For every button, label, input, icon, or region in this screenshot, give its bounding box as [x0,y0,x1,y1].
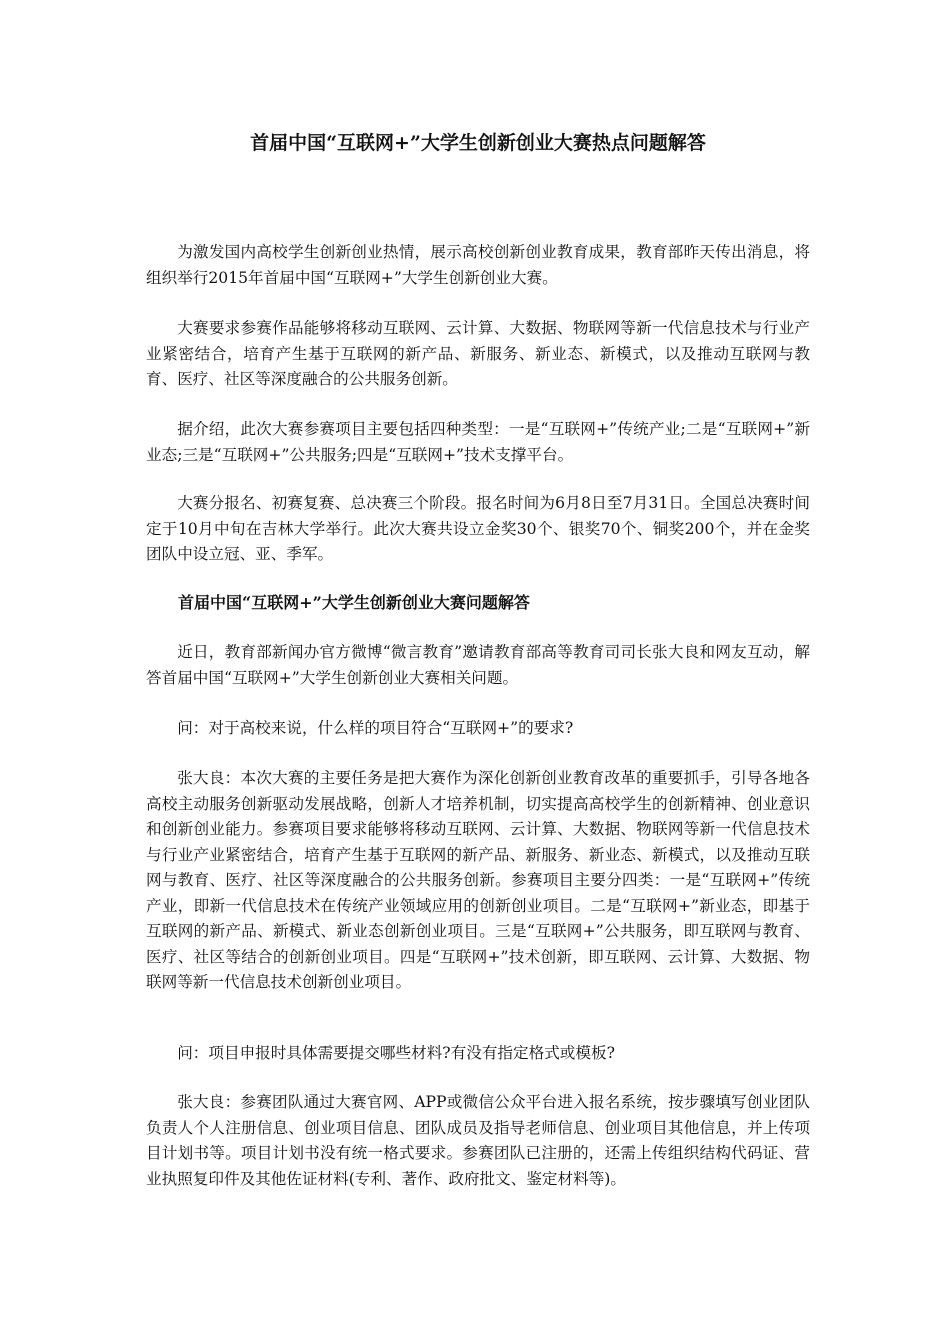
paragraph-qa-intro: 近日，教育部新闻办官方微博“微言教育”邀请教育部高等教育司司长张大良和网友互动，解答首届中国“互联网+”大学生创新创业大赛相关问题。 [146,643,810,687]
paragraph-intro: 为激发国内高校学生创新创业热情，展示高校创新创业教育成果，教育部昨天传出消息，将组织举行2015年首届中国“互联网+”大学生创新创业大赛。 [146,243,810,287]
paragraph-schedule: 大赛分报名、初赛复赛、总决赛三个阶段。报名时间为6月8日至7月31日。全国总决赛时间定于10月中旬在吉林大学举行。此次大赛共设立金奖30个、银奖70个、铜奖200个，并在金奖团队中设立冠、亚、季军。 [146,494,810,563]
paragraph-requirements: 大赛要求参赛作品能够将移动互联网、云计算、大数据、物联网等新一代信息技术与行业产业紧密结合，培育产生基于互联网的新产品、新服务、新业态、新模式，以及推动互联网与教育、医疗、社区等深度融合的公共服务创新。 [146,319,810,388]
question-1: 问：对于高校来说，什么样的项目符合“互联网+”的要求? [177,719,574,737]
section-subheading: 首届中国“互联网+”大学生创新创业大赛问题解答 [178,593,530,612]
document-title: 首届中国“互联网+”大学生创新创业大赛热点问题解答 [250,132,706,154]
answer-1: 张大良：本次大赛的主要任务是把大赛作为深化创新创业教育改革的重要抓手，引导各地各高校主动服务创新驱动发展战略，创新人才培养机制，切实提高高校学生的创新精神、创业意识和创新创业能力。参赛项目要求能够将移动互联网、云计算、大数据、物联网等新一代信息技术与行业产业紧密结合，培育产生基于互联网的新产品、新服务、新业态、新模式，以及推动互联网与教育、医疗、社区等深度融合的公共服务创新。参赛项目主要分四类：一是“互联网+”传统产业，即新一代信息技术在传统产业领域应用的创新创业项目。二是“互联网+”新业态，即基于互联网的新产品、新模式、新业态创新创业项目。三是“互联网+”公共服务，即互联网与教育、医疗、社区等结合的创新创业项目。四是“互联网+”技术创新，即互联网、云计算、大数据、物联网等新一代信息技术创新创业项目。 [146,769,810,991]
question-2: 问：项目申报时具体需要提交哪些材料?有没有指定格式或模板? [177,1044,615,1062]
answer-2: 张大良：参赛团队通过大赛官网、APP或微信公众平台进入报名系统，按步骤填写创业团队负责人个人注册信息、创业项目信息、团队成员及指导老师信息、创业项目其他信息，并上传项目计划书等。项目计划书没有统一格式要求。参赛团队已注册的，还需上传组织结构代码证、营业执照复印件及其他佐证材料(专利、著作、政府批文、鉴定材料等)。 [146,1093,810,1188]
paragraph-project-types: 据介绍，此次大赛参赛项目主要包括四种类型：一是“互联网+”传统产业;二是“互联网+”新业态;三是“互联网+”公共服务;四是“互联网+”技术支撑平台。 [146,420,810,464]
